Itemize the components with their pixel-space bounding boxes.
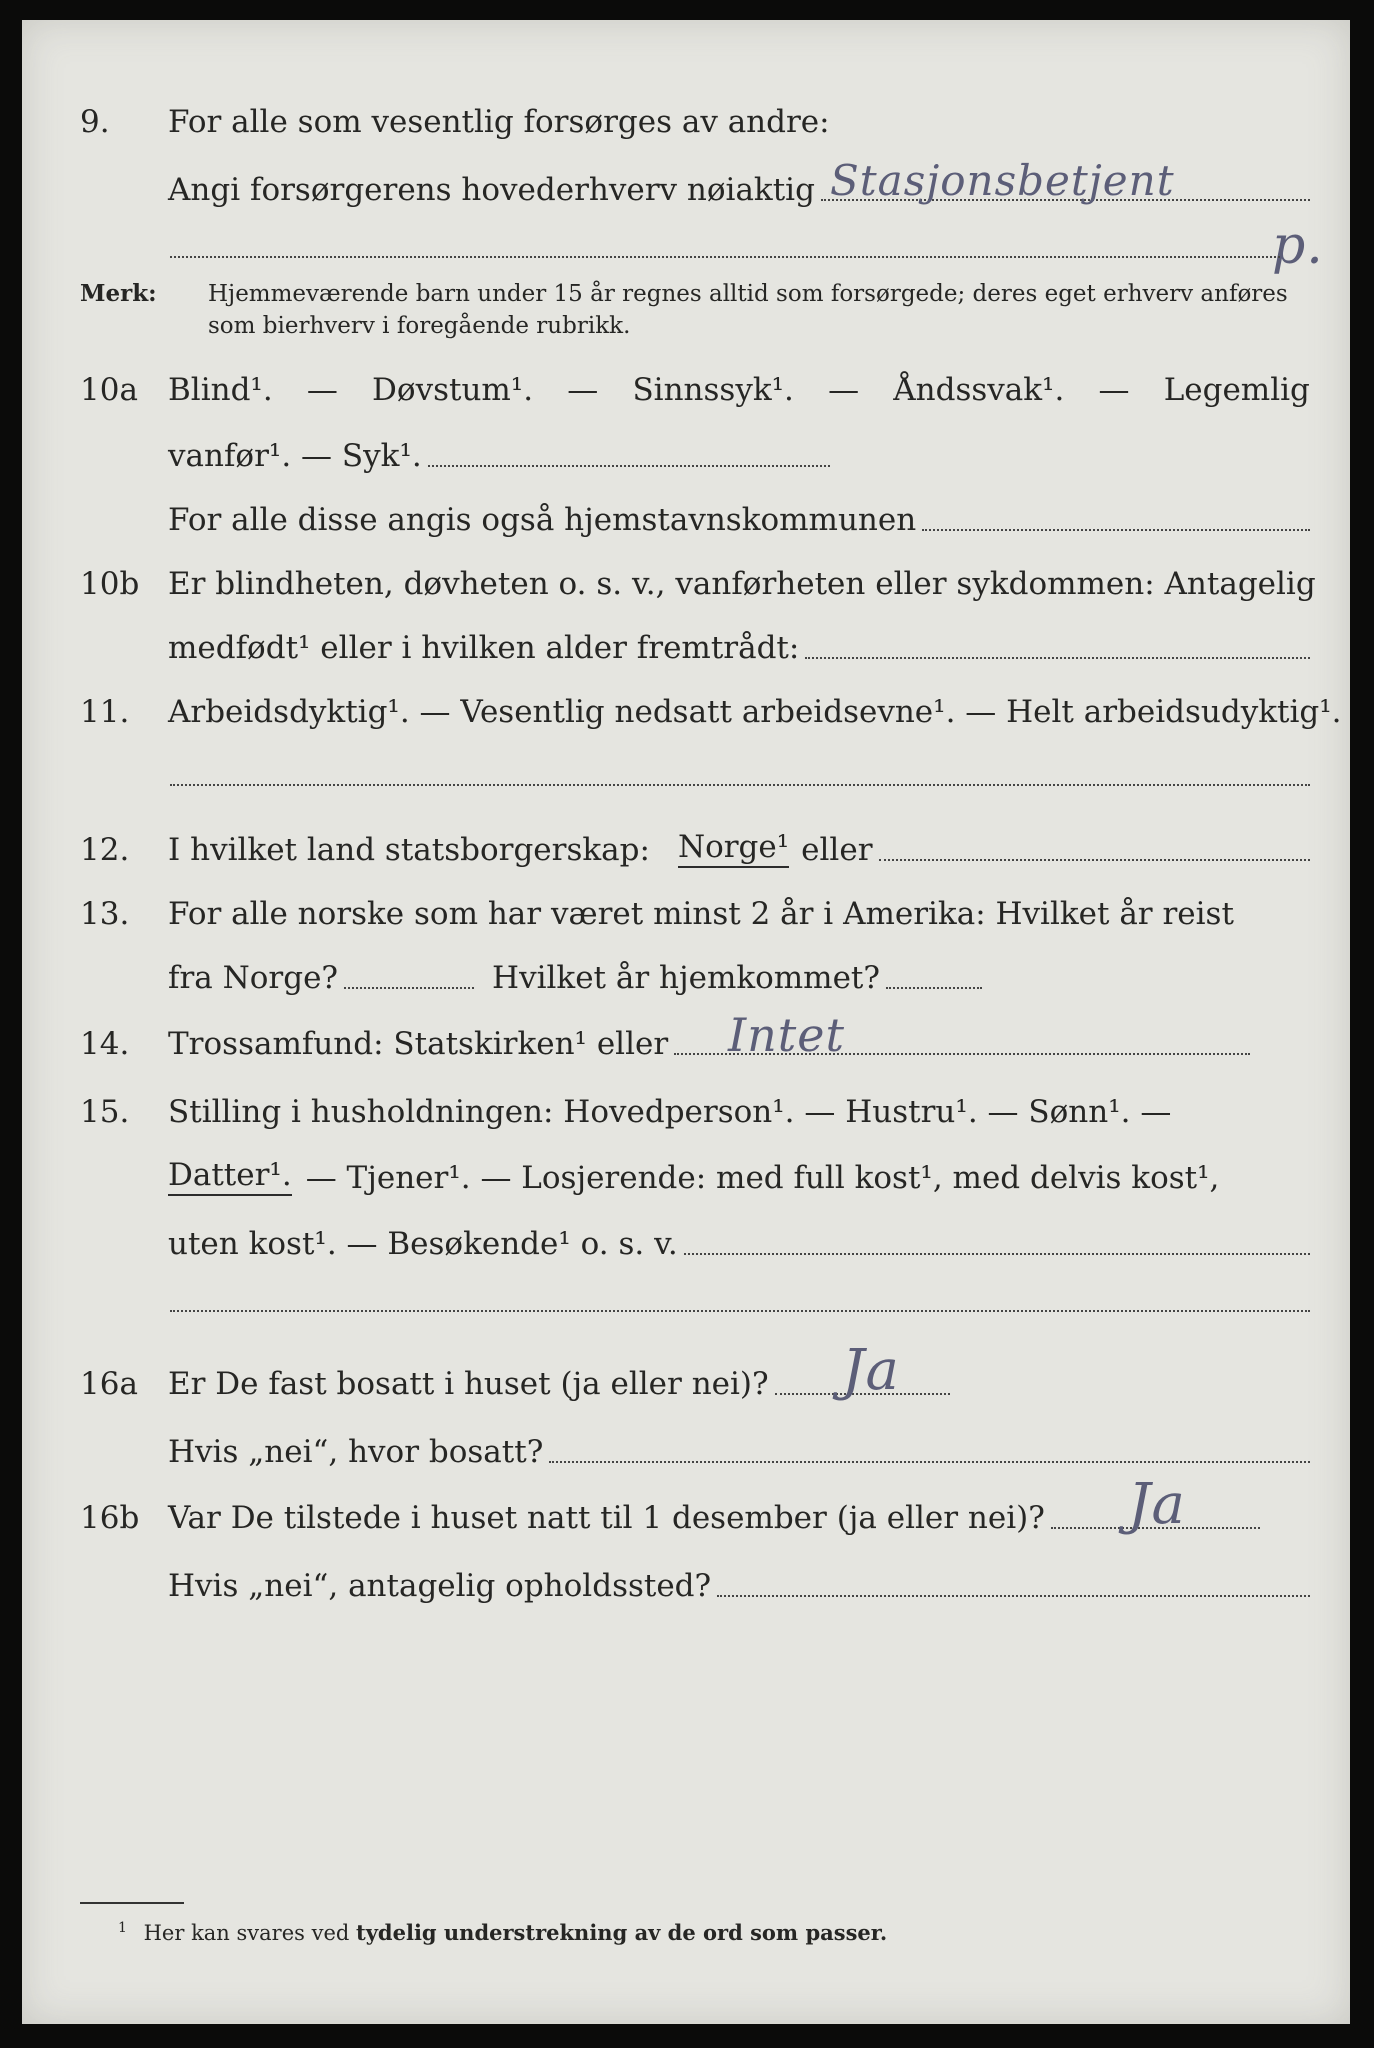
q15-row-1 — [22, 1088, 1350, 1134]
q12-number: 12. — [80, 832, 130, 868]
q13-hjemkommet-line[interactable] — [886, 987, 982, 989]
q10a-number: 10a — [80, 372, 138, 408]
q16a-bosatt-line[interactable] — [549, 1461, 1310, 1463]
merk-note — [80, 278, 1310, 348]
q10b-row-1 — [22, 560, 1350, 606]
q14-handwritten-answer: Intet — [728, 1008, 845, 1062]
q15-line-3: uten kost¹. — Besøkende¹ o. s. v. — [168, 1226, 678, 1262]
q12-row — [22, 826, 1350, 872]
footnote-mark: 1 — [118, 1920, 127, 1936]
q13-row-1 — [22, 890, 1350, 936]
q16b-row-2 — [22, 1562, 1350, 1608]
q9-number: 9. — [80, 104, 110, 140]
q10b-number: 10b — [80, 566, 140, 602]
q15-answer-line[interactable] — [684, 1253, 1310, 1255]
footnote — [118, 1920, 887, 1945]
q16b-line-2: Hvis „nei“, antagelig opholdssted? — [168, 1568, 712, 1604]
q10a-hjemstavn-line[interactable] — [922, 529, 1310, 531]
q15-extra-line[interactable] — [170, 1310, 1310, 1312]
q16a-line-2: Hvis „nei“, hvor bosatt? — [168, 1434, 544, 1470]
q9-row-1 — [22, 98, 1350, 144]
q13-line-2b: Hvilket år hjemkommet? — [492, 960, 881, 996]
q12-answer-line[interactable] — [879, 859, 1310, 861]
q10a-dash: — — [1098, 372, 1130, 408]
footnote-text: Her kan svares ved — [143, 1921, 350, 1945]
q10a-line-2: vanfør¹. — Syk¹. — [168, 438, 422, 474]
footnote-rule — [80, 1902, 184, 1904]
q12-suffix: eller — [801, 832, 873, 868]
q12-prefix: I hvilket land statsborgerskap: — [168, 832, 650, 868]
q11-row — [22, 688, 1350, 734]
q10b-line-2: medfødt¹ eller i hvilken alder fremtrådt: — [168, 630, 800, 666]
q16b-line-1: Var De tilstede i huset natt til 1 desember (ja eller nei)? — [168, 1500, 1045, 1536]
q13-reist-line[interactable] — [344, 987, 474, 989]
q10b-row-2 — [22, 624, 1350, 670]
q13-line-2a: fra Norge? — [168, 960, 339, 996]
q10a-dash: — — [306, 372, 338, 408]
q9-line-1: For alle som vesentlig forsørges av andre: — [168, 104, 830, 140]
q14-text: Trossamfund: Statskirken¹ eller — [168, 1026, 669, 1062]
q10a-row-1 — [22, 366, 1350, 412]
q9-line-2: Angi forsørgerens hovederhverv nøiaktig — [168, 172, 815, 208]
q16a-handwritten-answer: Ja — [842, 1338, 900, 1403]
q11-line-1: Arbeidsdyktig¹. — Vesentlig nedsatt arbeidsevne¹. — Helt arbeidsudyktig¹. — [168, 694, 1342, 730]
q11-answer-line[interactable] — [170, 784, 1310, 786]
q13-number: 13. — [80, 896, 130, 932]
q15-line-1: Stilling i husholdningen: Hovedperson¹. — Hustru¹. — Sønn¹. — — [168, 1094, 1172, 1130]
q10a-option-sinnssyk: Sinnssyk¹. — [632, 372, 794, 408]
q10a-line-3: For alle disse angis også hjemstavnskommunen — [168, 502, 917, 538]
q10a-option-dovstum: Døvstum¹. — [372, 372, 534, 408]
q12-norge-option: Norge¹ — [678, 829, 789, 868]
q10a-row-2 — [22, 432, 1350, 478]
q10a-dash: — — [567, 372, 599, 408]
q10a-row-3 — [22, 496, 1350, 542]
q15-number: 15. — [80, 1094, 130, 1130]
q15-row-2 — [22, 1154, 1350, 1200]
q10b-line-1: Er blindheten, døvheten o. s. v., vanførheten eller sykdommen: Antagelig — [168, 566, 1316, 602]
q10a-option-legemlig: Legemlig — [1163, 372, 1310, 408]
census-form-page — [22, 20, 1350, 2024]
q14-row — [22, 1020, 1350, 1066]
q15-line-2-rest: — Tjener¹. — Losjerende: med full kost¹, med delvis kost¹, — [305, 1160, 1220, 1196]
q9-extra-line — [170, 256, 1280, 258]
q16a-row-2 — [22, 1428, 1350, 1474]
q16a-line-1: Er De fast bosatt i huset (ja eller nei)? — [168, 1366, 769, 1402]
q16b-opholdssted-line[interactable] — [717, 1595, 1310, 1597]
q11-number: 11. — [80, 694, 130, 730]
q10a-option-andssvak: Åndssvak¹. — [893, 372, 1065, 408]
merk-label: Merk: — [80, 280, 157, 307]
q14-number: 14. — [80, 1026, 130, 1062]
q10a-option-blind: Blind¹. — [168, 372, 273, 408]
q16b-number: 16b — [80, 1500, 140, 1536]
q9-handwritten-answer: Stasjonsbetjent — [830, 156, 1175, 205]
merk-text: Hjemmeværende barn under 15 år regnes alltid som forsørgede; deres eget erhverv anføres som bierhverv i foregående rubrikk. — [208, 281, 1288, 339]
q10a-dash: — — [828, 372, 860, 408]
q16a-row-1 — [22, 1360, 1350, 1406]
q9-handwritten-mark: p. — [1272, 216, 1324, 276]
footnote-text-bold: tydelig understrekning av de ord som passer. — [356, 1920, 888, 1945]
q10a-syk-line[interactable] — [428, 465, 830, 467]
q15-row-3 — [22, 1220, 1350, 1266]
q16a-number: 16a — [80, 1366, 138, 1402]
q13-line-1: For alle norske som har været minst 2 år i Amerika: Hvilket år reist — [168, 896, 1234, 932]
q15-datter-option: Datter¹. — [168, 1157, 292, 1196]
q10b-answer-line[interactable] — [805, 657, 1310, 659]
q16b-handwritten-answer: Ja — [1128, 1472, 1186, 1537]
q13-row-2 — [22, 954, 1350, 1000]
